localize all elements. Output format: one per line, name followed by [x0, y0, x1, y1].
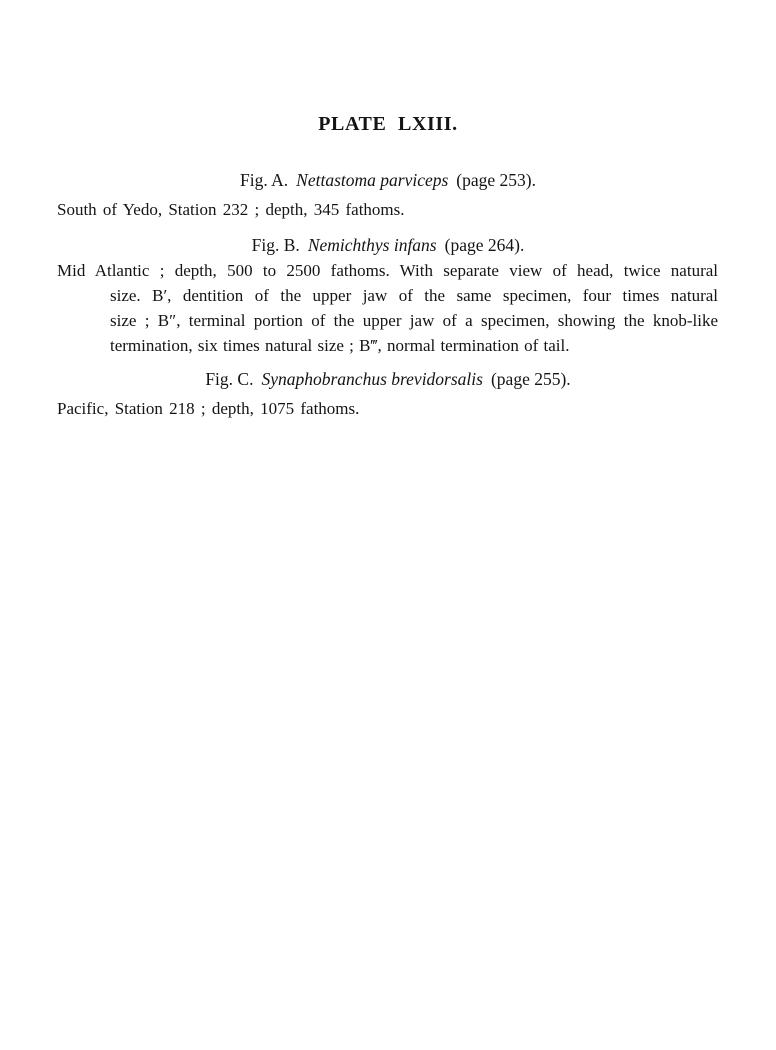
fig-c-heading [0, 367, 776, 391]
fig-b-description-line-4: termination, six times natural size ; B‴, normal termination of tail. [110, 336, 570, 355]
fig-a-page-reference: (page 253). [456, 170, 536, 190]
fig-b-heading [0, 233, 776, 257]
fig-a-heading [0, 168, 776, 192]
fig-c-label: Fig. C. [205, 369, 254, 389]
fig-a-label: Fig. A. [240, 170, 289, 190]
fig-b-description-line-1: Mid Atlantic ; depth, 500 to 2500 fathoms. With separate view of head, twice natural [57, 261, 718, 280]
fig-c-species-name: Synaphobranchus brevidorsalis [261, 369, 483, 389]
fig-b-page-reference: (page 264). [444, 235, 525, 255]
fig-a-locality-line: South of Yedo, Station 232 ; depth, 345 fathoms. [57, 200, 405, 219]
fig-b-description-line-3: size ; B″, terminal portion of the upper jaw of a specimen, showing the knob-like [110, 311, 718, 330]
fig-b-label: Fig. B. [251, 235, 300, 255]
fig-b-species-name: Nemichthys infans [307, 235, 437, 255]
fig-c-page-reference: (page 255). [490, 369, 571, 389]
plate-title: PLATE LXIII. [318, 113, 458, 135]
fig-a-species-name: Nettastoma parviceps [296, 170, 449, 190]
fig-b-description-line-2: size. B′, dentition of the upper jaw of the same specimen, four times natural [110, 286, 718, 305]
fig-c-locality-line: Pacific, Station 218 ; depth, 1075 fathoms. [57, 399, 360, 418]
